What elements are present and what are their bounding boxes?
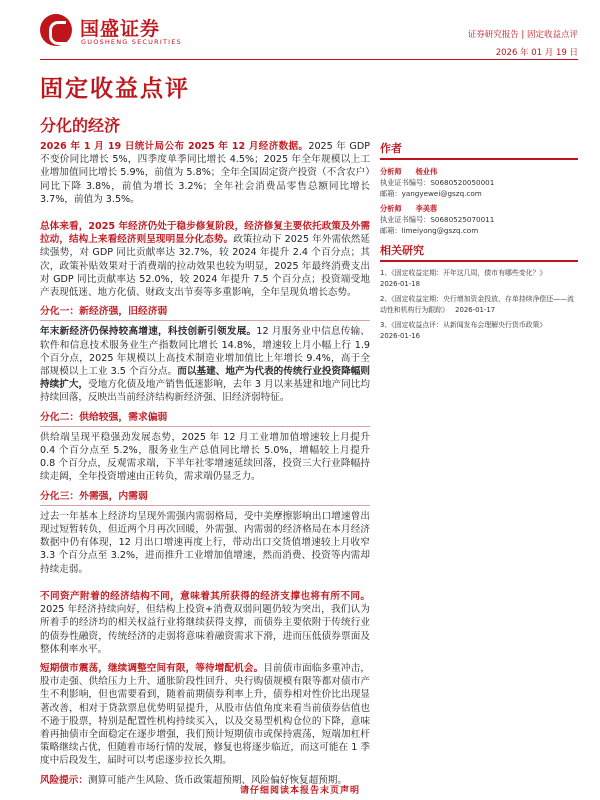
related-item-date: 2026-01-16 (380, 332, 421, 340)
intro-lead: 2026 年 1 月 19 日统计局公布 2025 年 12 月经济数据。 (40, 141, 309, 152)
analyst-role: 分析师 (380, 167, 402, 176)
section1-bold-b: 而以基建、地产为代表的传统行业投资降幅则持续扩大， (40, 366, 371, 391)
analyst-email[interactable]: 邮箱：yangyewei@gszq.com (380, 189, 482, 198)
analyst-name: 李美蓉 (415, 204, 438, 213)
related-item[interactable] (380, 268, 578, 290)
related-item-title[interactable]: 2、《固定收益定期：央行增加资金投放，存单持续净偿还——流动性和机构行为跟踪》 (380, 295, 574, 314)
related-item-title[interactable]: 1、《固定收益定期：开年这几周，债市有哪些变化？》 (380, 269, 547, 277)
analyst-role: 分析师 (380, 204, 402, 213)
section3-paragraph: 过去一年基本上经济均呈现外需强内需弱格局，受中美摩擦影响出口增速曾出现过短暂转负，但近两个月再次回暖，外需强、内需弱的经济格局在本月经济数据中仍有体现，12 月出口增速再度上行，带动出口交货值增速较上月收窄 3.3 个百分点至 3.2%，进而推升工业增加值增速，然而消费、投资等内需却持续走弱。 (40, 510, 370, 575)
analyst-cert: 执业证书编号：S0680525070011 (380, 215, 495, 224)
analyst-cert: 执业证书编号：S0680520050001 (380, 178, 495, 187)
section1-lead: 年末新经济仍保持较高增速，科技创新引领发展。 (40, 326, 257, 338)
section1-text-c: 受地方化债及地产销售低迷影响，去年 3 月以来基建和地产同比均持续回落，反映出当前经济结构新经济强、旧经济弱特征。 (40, 379, 371, 404)
related-heading: 相关研究 (380, 242, 578, 262)
overall-lead: 总体来看，2025 年经济仍处于稳步修复阶段，经济修复主要依托政策及外需拉动，结构上来看经济则呈现明显分化态势。 (40, 221, 370, 246)
market-paragraph (40, 662, 370, 768)
debt-paragraph (40, 590, 370, 656)
brand-logo-icon (40, 14, 72, 46)
section1-text-a: 12 月服务业中信息传输、软件和信息技术服务业生产指数同比增长 14.8%，增速较上月小幅上行 1.9 个百分点，2025 年规模以上高技术制造业增加值比上年增长 9.4%，高于全部规模以上工业 3.5 个百分点。 (40, 326, 371, 378)
section1-paragraph (40, 325, 370, 404)
overall-paragraph (40, 220, 370, 299)
report-category: 证券研究报告 | 固定收益点评 (467, 30, 578, 40)
related-item-date: 2026-01-18 (380, 280, 421, 288)
section1-title: 分化一：新经济强，旧经济弱 (40, 305, 370, 321)
footer-disclaimer: 请仔细阅读本报告末页声明 (239, 786, 360, 796)
doc-subtitle: 分化的经济 (40, 116, 121, 135)
section2-paragraph: 供给端呈现平稳强劲发展态势，2025 年 12 月工业增加值增速较上月提升 0.4 个百分点至 5.2%，服务业生产总值同比增长 5.0%，增幅较上月提升 0.8 个百分点，反观需求端，下半年社零增速延续回落，投资三大行业降幅持续走阔，全年投资增速由正转负，需求端仍显乏力。 (40, 431, 370, 483)
risk-text: 测算可能产生风险、货币政策超预期、风险偏好恢复超预期。 (87, 774, 347, 786)
section2-title: 分化二：供给较强，需求偏弱 (40, 411, 370, 427)
related-item[interactable] (380, 294, 578, 316)
related-item[interactable] (380, 320, 578, 342)
report-date: 2026 年 01 月 19 日 (495, 48, 578, 58)
brand-logo (40, 12, 190, 52)
analyst-email[interactable]: 邮箱：limeiyong@gszq.com (380, 226, 479, 235)
authors-heading: 作者 (380, 140, 578, 160)
analyst-name: 杨业伟 (415, 167, 438, 176)
related-item-title[interactable]: 3、《固定收益点评：从新闻发布会理解央行货币政策》 (380, 321, 547, 329)
overall-text: 政策拉动下 2025 年外需依然延续强势，对 GDP 同比贡献率达 32.7%，较 2024 年提升 2.4 个百分点；其次，政策补贴效果对于消费端的拉动效果也较为明显，2025 年最终消费支出对 GDP 同比贡献率达 52.0%，较 2024 年提升 7.5 个百分点；投资端受地产表现低迷、地方化债、财政支出节奏等多重影响，全年呈现负增长态势。 (40, 234, 371, 299)
analyst-card (380, 203, 578, 236)
market-text: 目前债市面临多重冲击，股市走强、供给压力上升、通胀阶段性回升、央行购债规模有限等都对债市产生不利影响，但也需要看到，随着前期债券利率上升，债券相对性价比出现显著改善，相对于贷款票息优势明显提升，从股市估值角度来看当前债券估值也不逊于股票，特别是配置性机构持续买入，以及交易型机构仓位的下降，意味着再抽债市全面稳定在逐步增强，我们预计短期债市或保持震荡，短端加杠杆策略继续占优，但随着市场行情的发展，修复也将逐步临近，而这可能在 1 季度中后段发生，届时可以考虑逐步拉长久期。 (40, 662, 371, 767)
section3-title: 分化三：外需强，内需弱 (40, 490, 370, 506)
debt-lead: 不同资产附着的经济结构不同，意味着其所获得的经济支撑也将有所不同。 (40, 590, 370, 602)
header-divider (40, 59, 578, 60)
market-lead: 短期债市震荡，继续调整空间有限，等待增配机会。 (40, 662, 264, 674)
intro-text: 2025 年 GDP 不变价同比增长 5%，四季度单季同比增长 4.5%；2025 年全年规模以上工业增加值同比增长 5.9%，前值为 5.8%；全年全国固定资产投资（不含农户）同比下降 3.8%，前值为增长 3.2%；全年社会消费品零售总额同比增长 3.7%，前值为 3.5%。 (40, 141, 371, 205)
analyst-card (380, 166, 578, 199)
sidebar (380, 140, 578, 346)
main-content (40, 140, 370, 793)
intro-paragraph (40, 140, 370, 206)
brand-name: 国盛证券 (80, 18, 161, 40)
brand-name-en: GUOSHENG SECURITIES (81, 38, 182, 46)
debt-text: 2025 年经济持续向好，但结构上投资+消费双弱问题仍较为突出，我们认为所着手的经济均的相关权益行业将继续获得支撑，而债券主要依附于传统行业的债券性融资，传统经济的走弱将意味着融资需求下滑，进而压低债券票面及整体利率水平。 (40, 604, 370, 655)
doc-title: 固定收益点评 (40, 76, 190, 102)
related-item-date: 2026-01-17 (455, 306, 496, 314)
risk-lead: 风险提示： (40, 774, 88, 786)
